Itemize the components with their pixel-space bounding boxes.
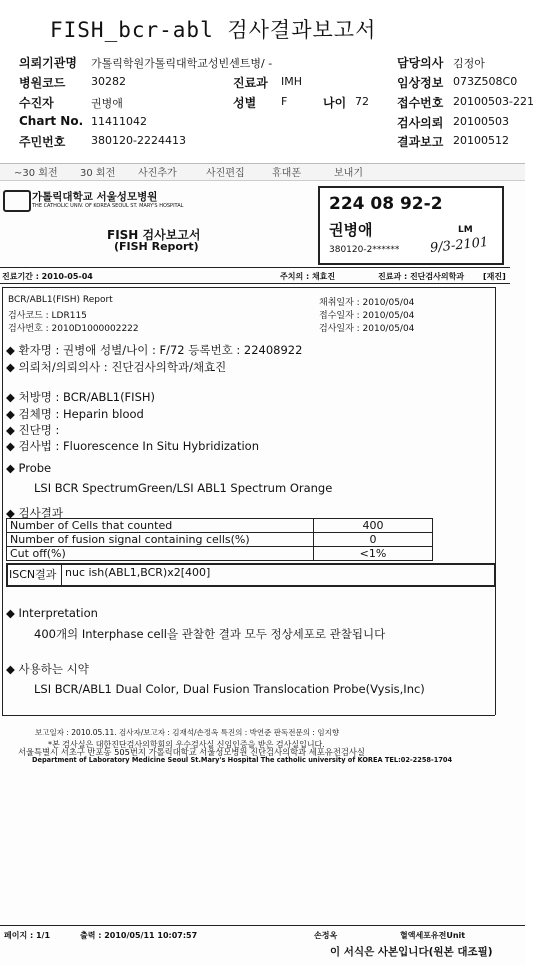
table-row — [7, 533, 433, 547]
footer-english: Department of Laboratory Medicine Seoul St.Mary's Hospital The catholic university of KOREA TEL:02-2258-1704 — [32, 756, 453, 764]
report-title-ko: FISH 검사보고서 — [107, 228, 201, 242]
frame-left — [2, 287, 3, 715]
frame-bottom — [2, 715, 495, 716]
referral-line: ◆ 의뢰처/의뢰의사 : 진단검사의학과/채효진 — [6, 360, 227, 374]
send-button[interactable]: 보내기 — [334, 168, 363, 179]
page-indicator: 페이지 : 1/1 — [4, 931, 51, 940]
label-request-date: 검사의뢰 — [397, 116, 444, 130]
patient-stamp — [318, 186, 504, 265]
value-institution: 가톨릭학원가톨릭대학교성빈센트병/ - — [91, 57, 273, 70]
stamp-code: LM — [458, 225, 473, 235]
result-name: Cut off(%) — [7, 547, 314, 561]
receipt-date: 접수일자 : 2010/05/04 — [319, 311, 415, 321]
label-age: 나이 — [323, 96, 347, 110]
footer-signatures: 보고일자 : 2010.05.11. 검사자/보고자 : 김재석/손정옥 특진의 : 박연준 판독전문의 : 임지향 — [35, 728, 340, 737]
stamp-name: 권병애 — [329, 221, 373, 239]
stamp-number: 224 08 92-2 — [329, 194, 443, 214]
report-title-en: (FISH Report) — [114, 240, 199, 253]
frame-top — [2, 287, 495, 288]
label-sex: 성별 — [233, 96, 257, 110]
test-code: 검사코드 : LDR115 — [8, 311, 87, 321]
divider — [0, 283, 510, 284]
value-receipt-no: 20100503-221 — [453, 95, 534, 108]
label-receipt-no: 접수번호 — [397, 96, 444, 110]
value-request-date: 20100503 — [453, 115, 509, 128]
method-line: ◆ 검사법 : Fluorescence In Situ Hybridization — [6, 439, 259, 453]
label-clinical-info: 임상정보 — [397, 76, 444, 90]
value-sex: F — [281, 95, 288, 108]
frame-right — [495, 287, 496, 715]
value-doctor: 김정아 — [453, 57, 485, 70]
hospital-logo-icon — [3, 190, 31, 212]
specimen-line: ◆ 검체명 : Heparin blood — [6, 407, 144, 421]
result-value: 0 — [314, 533, 433, 547]
label-hospital-code: 병원코드 — [19, 76, 66, 90]
result-value: <1% — [314, 547, 433, 561]
value-hospital-code: 30282 — [91, 75, 126, 88]
period: 진료기간 : 2010-05-04 — [2, 272, 93, 281]
collect-date: 채취일자 : 2010/05/04 — [319, 298, 415, 308]
value-age: 72 — [355, 95, 369, 108]
reagent-label: ◆ 사용하는 시약 — [6, 662, 89, 676]
divider — [0, 267, 510, 268]
result-name: Number of fusion signal containing cells(%) — [7, 533, 314, 547]
unit-name: 혈액세포유전Unit — [400, 931, 466, 940]
hospital-name-en: THE CATHOLIC UNIV. OF KOREA SEOUL ST. MARY'S HOSPITAL — [32, 203, 184, 209]
visit-tag: [재진] — [483, 272, 506, 281]
value-chart-no: 11411042 — [91, 115, 147, 128]
image-toolbar — [0, 163, 525, 181]
results-table — [6, 518, 433, 561]
result-value: 400 — [314, 519, 433, 533]
rotate-left-button[interactable]: ~30 회전 — [14, 168, 58, 179]
reagent-value: LSI BCR/ABL1 Dual Color, Dual Fusion Translocation Probe(Vysis,Inc) — [34, 682, 425, 696]
hospital-name: 가톨릭대학교 서울성모병원 — [32, 191, 158, 203]
value-resident-no: 380120-2224413 — [91, 134, 186, 147]
result-name: Number of Cells that counted — [7, 519, 314, 533]
copy-notice: 이 서식은 사본입니다(원본 대조필) — [330, 946, 493, 958]
table-row — [7, 547, 433, 561]
probe-value: LSI BCR SpectrumGreen/LSI ABL1 Spectrum Orange — [34, 481, 333, 495]
footer-certification: *본 검사실은 대한진단검사의학회의 우수검사실 신임인증을 받은 검사실입니다. — [48, 740, 325, 749]
stamp-signature: 9/3-2101 — [429, 234, 490, 257]
label-resident-no: 주민번호 — [19, 135, 66, 149]
mobile-button[interactable]: 휴대폰 — [272, 168, 301, 179]
test-number: 검사번호 : 2010D1000002222 — [8, 324, 139, 334]
interpretation-value: 400개의 Interphase cell을 관찰한 결과 모두 정상세포로 관찰됩니다 — [34, 627, 386, 641]
iscn-label: ISCN결과 — [9, 568, 57, 581]
print-time: 출력 : 2010/05/11 10:07:57 — [80, 931, 198, 940]
department: 진료과 : 진단검사의학과 — [378, 272, 465, 281]
iscn-divider — [61, 565, 62, 585]
probe-label: ◆ Probe — [6, 461, 52, 475]
value-clinical-info: 073Z508C0 — [453, 75, 518, 88]
label-department: 진료과 — [233, 76, 268, 90]
label-institution: 의뢰기관명 — [19, 56, 77, 70]
add-photo-button[interactable]: 사진추가 — [138, 168, 177, 179]
test-title: BCR/ABL1(FISH) Report — [8, 295, 113, 305]
document-title: FISH_bcr-abl 검사결과보고서 — [50, 18, 377, 42]
prescription-line: ◆ 처방명 : BCR/ABL1(FISH) — [6, 390, 156, 404]
label-report-date: 결과보고 — [397, 135, 444, 149]
table-row — [7, 519, 433, 533]
label-chart-no: Chart No. — [19, 114, 84, 128]
value-department: IMH — [281, 75, 303, 88]
patient-line: ◆ 환자명 : 권병애 성별/나이 : F/72 등록번호 : 22408922 — [6, 343, 303, 357]
edit-photo-button[interactable]: 사진편집 — [206, 168, 245, 179]
interpretation-label: ◆ Interpretation — [6, 606, 98, 620]
attending-doctor: 주치의 : 채효진 — [280, 272, 336, 281]
stamp-id: 380120-2****** — [329, 245, 400, 255]
label-patient: 수진자 — [19, 96, 54, 110]
label-doctor: 담당의사 — [397, 56, 444, 70]
printer-name: 손정옥 — [314, 931, 338, 940]
results-label: ◆ 검사결과 — [6, 506, 63, 520]
footer-address: 서울특별시 서초구 반포동 505번지 가톨릭대학교 서울성모병원 진단검사의학과 세포유전검사실 — [18, 747, 365, 757]
rotate-right-button[interactable]: 30 회전 — [80, 168, 116, 179]
value-patient: 권병애 — [91, 97, 123, 110]
divider — [0, 925, 525, 926]
iscn-value: nuc ish(ABL1,BCR)x2[400] — [65, 566, 211, 579]
value-report-date: 20100512 — [453, 134, 509, 147]
diagnosis-line: ◆ 진단명 : — [6, 423, 60, 437]
test-date: 검사일자 : 2010/05/04 — [319, 324, 415, 334]
